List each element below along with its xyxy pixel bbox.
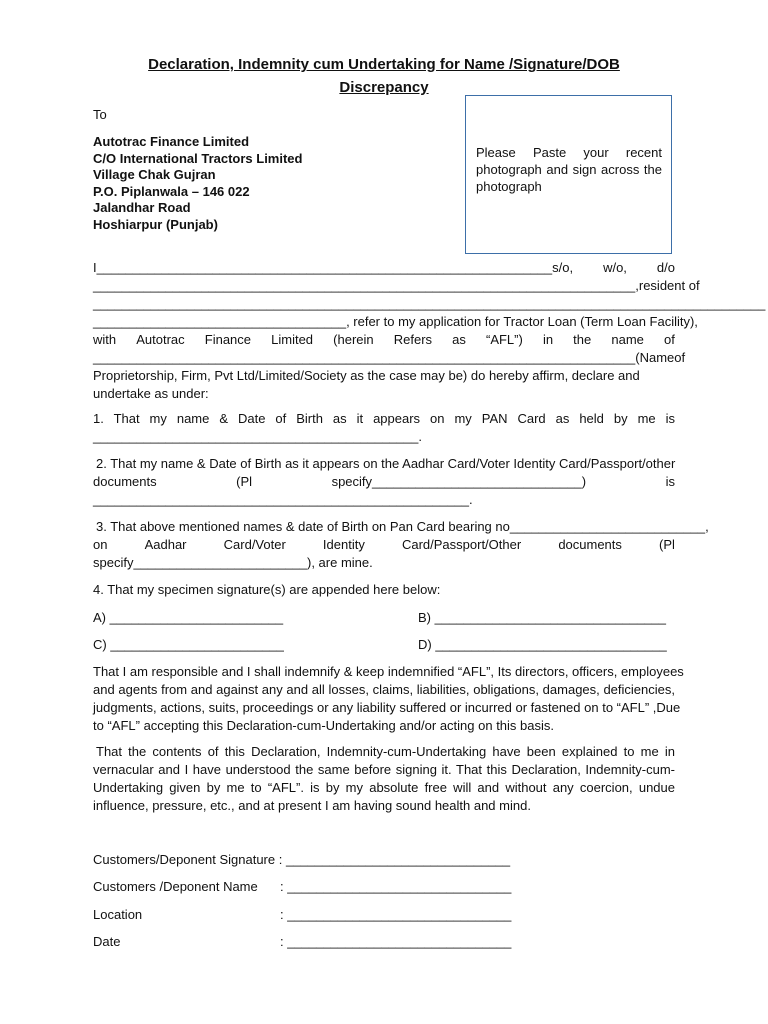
item-3 [93,518,709,572]
location-row [93,906,142,923]
intro-refer: , refer to my application for Tractor Loan (Term Loan Facility), [346,314,698,329]
w-name: name [611,332,644,347]
doc-name-dob-blank[interactable]: ____________________________________________________ [93,492,469,507]
name-blank[interactable]: _______________________________________________________________ [96,260,553,275]
w-pl: (Pl [236,474,253,489]
w3-documents: documents [558,537,622,552]
w-close: ) [581,474,587,489]
para1-line: judgments, actions, suits, proceedings or any liability suffered or incurred or fastened on to “AFL” ,Due [93,700,681,715]
name-label: Customers /Deponent Name [93,879,258,894]
location-label: Location [93,907,143,922]
intro-line-1 [93,259,675,277]
w-is: is [665,474,675,489]
w-of2: of [674,350,686,365]
para1-line: to “AFL” accepting this Declaration-cum-Undertaking and/or acting on this basis. [93,718,554,733]
date-colon-row [280,933,511,950]
parent-blank[interactable]: ___________________________________________________________________________, [93,278,639,293]
w-specify: specify [331,474,373,489]
para1-line: That I am responsible and I shall indemnify & keep indemnified “AFL”, Its directors, officers, employees [93,664,684,679]
w-the: the [573,332,592,347]
address-line: C/O International Tractors Limited [93,150,303,166]
signature-c-label: C) [93,637,107,652]
w3-specify: specify [93,555,134,570]
w-afl: “AFL”) [485,332,523,347]
signature-d-label: D) [418,637,432,652]
signature-a-label: A) [93,610,106,625]
w-autotrac: Autotrac [136,332,185,347]
photo-instruction: Please Paste your recent photograph and sign across the photograph [476,145,662,194]
signature-b[interactable]: B) ________________________________ [418,610,666,625]
item-2-line-3 [93,491,675,509]
indemnity-paragraph [93,663,684,735]
item-3-line-3 [93,554,675,572]
doc-type-blank[interactable]: ________________________ [133,555,307,570]
intro-line-8: undertake as under: [93,386,209,401]
address-line: Village Chak Gujran [93,167,216,183]
para1-line: and agents from and against any and all losses, claims, liabilities, obligations, damages, deficiencies, [93,682,675,697]
item-2-line-2 [93,473,675,491]
name-row [93,878,258,895]
w3-on: on [93,537,108,552]
item-3-line-2 [93,536,675,554]
name-colon: : [280,879,284,894]
w3-card-voter: Card/Voter [223,537,286,552]
w-of: of [664,332,675,347]
para2-line: vernacular and I have understood the same before signing it. That this Declaration, Indemnity-cum- [93,762,675,777]
para2-line: That the contents of this Declaration, Indemnity-cum-Undertaking have been explained to me in [96,744,675,759]
w-name-open: (Name [635,350,675,365]
signature-row [93,851,510,868]
name-colon-row [280,878,511,895]
signature-d[interactable]: D) ________________________________ [418,637,667,652]
item-3-end: ), are mine. [307,555,373,570]
address-line: P.O. Piplanwala – 146 022 [93,183,250,199]
w3-identity: Identity [322,537,365,552]
address-line: Hoshiarpur (Punjab) [93,216,218,232]
intro-do: d/o [656,260,675,275]
signature-blank[interactable]: _______________________________ [285,852,511,867]
intro-so: s/o, [552,260,574,275]
w-as: as [452,332,466,347]
name-blank-field[interactable]: _______________________________ [287,879,512,894]
to-label: To [93,107,107,122]
signature-a[interactable]: A) ________________________ [93,610,284,625]
item-2-end: . [468,492,473,507]
w-in: in [542,332,554,347]
intro-i: I [93,260,97,275]
address-line: Jalandhar Road [93,200,191,216]
date-blank[interactable]: _______________________________ [287,934,512,949]
intro-wo: w/o, [603,260,627,275]
item-1 [93,410,675,446]
signature-b-label: B) [418,610,431,625]
pan-name-dob-blank[interactable]: _____________________________________________ [93,429,419,444]
location-blank[interactable]: _______________________________ [287,907,512,922]
intro-line-2 [93,277,700,295]
address-block [93,133,302,233]
item-3-comma: , [705,519,709,534]
w-limited: Limited [271,332,314,347]
location-colon: : [280,907,284,922]
intro-line-5 [93,331,675,349]
item-2-text: 2. That my name & Date of Birth as it appears on the Aadhar Card/Voter Identity Card/Passport/other [96,456,676,471]
w-refers: Refers [393,332,433,347]
item-1-end: . [418,429,422,444]
date-label: Date [93,934,121,949]
signature-c[interactable]: C) ________________________ [93,637,284,652]
intro-line-4 [93,313,698,331]
intro-resident: resident of [638,278,700,293]
firm-name-blank[interactable]: ___________________________________________________________________________ [93,350,636,365]
title-line-2: Discrepancy [339,79,429,96]
intro-line-7: Proprietorship, Firm, Pvt Ltd/Limited/Society as the case may be) do hereby affirm, declare and [93,368,640,383]
item-3-text: 3. That above mentioned names & date of Birth on Pan Card bearing no [96,519,510,534]
intro-paragraph [93,259,766,403]
item-2 [93,455,675,509]
para2-line: Undertaking given by me to “AFL”. is by my absolute free will and without any coercion, undue [93,780,675,795]
title-line-1: Declaration, Indemnity cum Undertaking for Name /Signature/DOB [148,56,620,73]
date-row [93,933,120,950]
document-title [60,53,708,99]
doc-specify-blank[interactable]: _____________________________ [372,474,582,489]
pan-number-blank[interactable]: ___________________________ [509,519,706,534]
item-1-text: 1. That my name & Date of Birth as it appears on my PAN Card as held by me is [93,411,675,426]
w-finance: Finance [204,332,252,347]
consent-paragraph [93,743,675,815]
item-4-text: 4. That my specimen signature(s) are appended here below: [93,582,441,597]
address-blank-2[interactable]: ___________________________________ [93,314,347,329]
address-line: Autotrac Finance Limited [93,134,250,149]
w3-aadhar: Aadhar [144,537,187,552]
para2-line: influence, pressure, etc., and at present I am having sound health and mind. [93,798,531,813]
date-colon: : [280,934,284,949]
w3-card-passport: Card/Passport/Other [401,537,522,552]
item-1-line-2 [93,428,675,446]
photo-box[interactable] [465,95,672,254]
address-blank[interactable]: _____________________________________________________________________________________________ [93,296,766,311]
item-3-line-1 [93,518,709,536]
w-herein: (herein [333,332,374,347]
intro-line-6 [93,349,686,367]
location-colon-row [280,906,511,923]
w3-pl: (Pl [659,537,675,552]
signature-label: Customers/Deponent Signature : [93,852,283,867]
w-with: with [93,332,117,347]
w-documents: documents [93,474,157,489]
